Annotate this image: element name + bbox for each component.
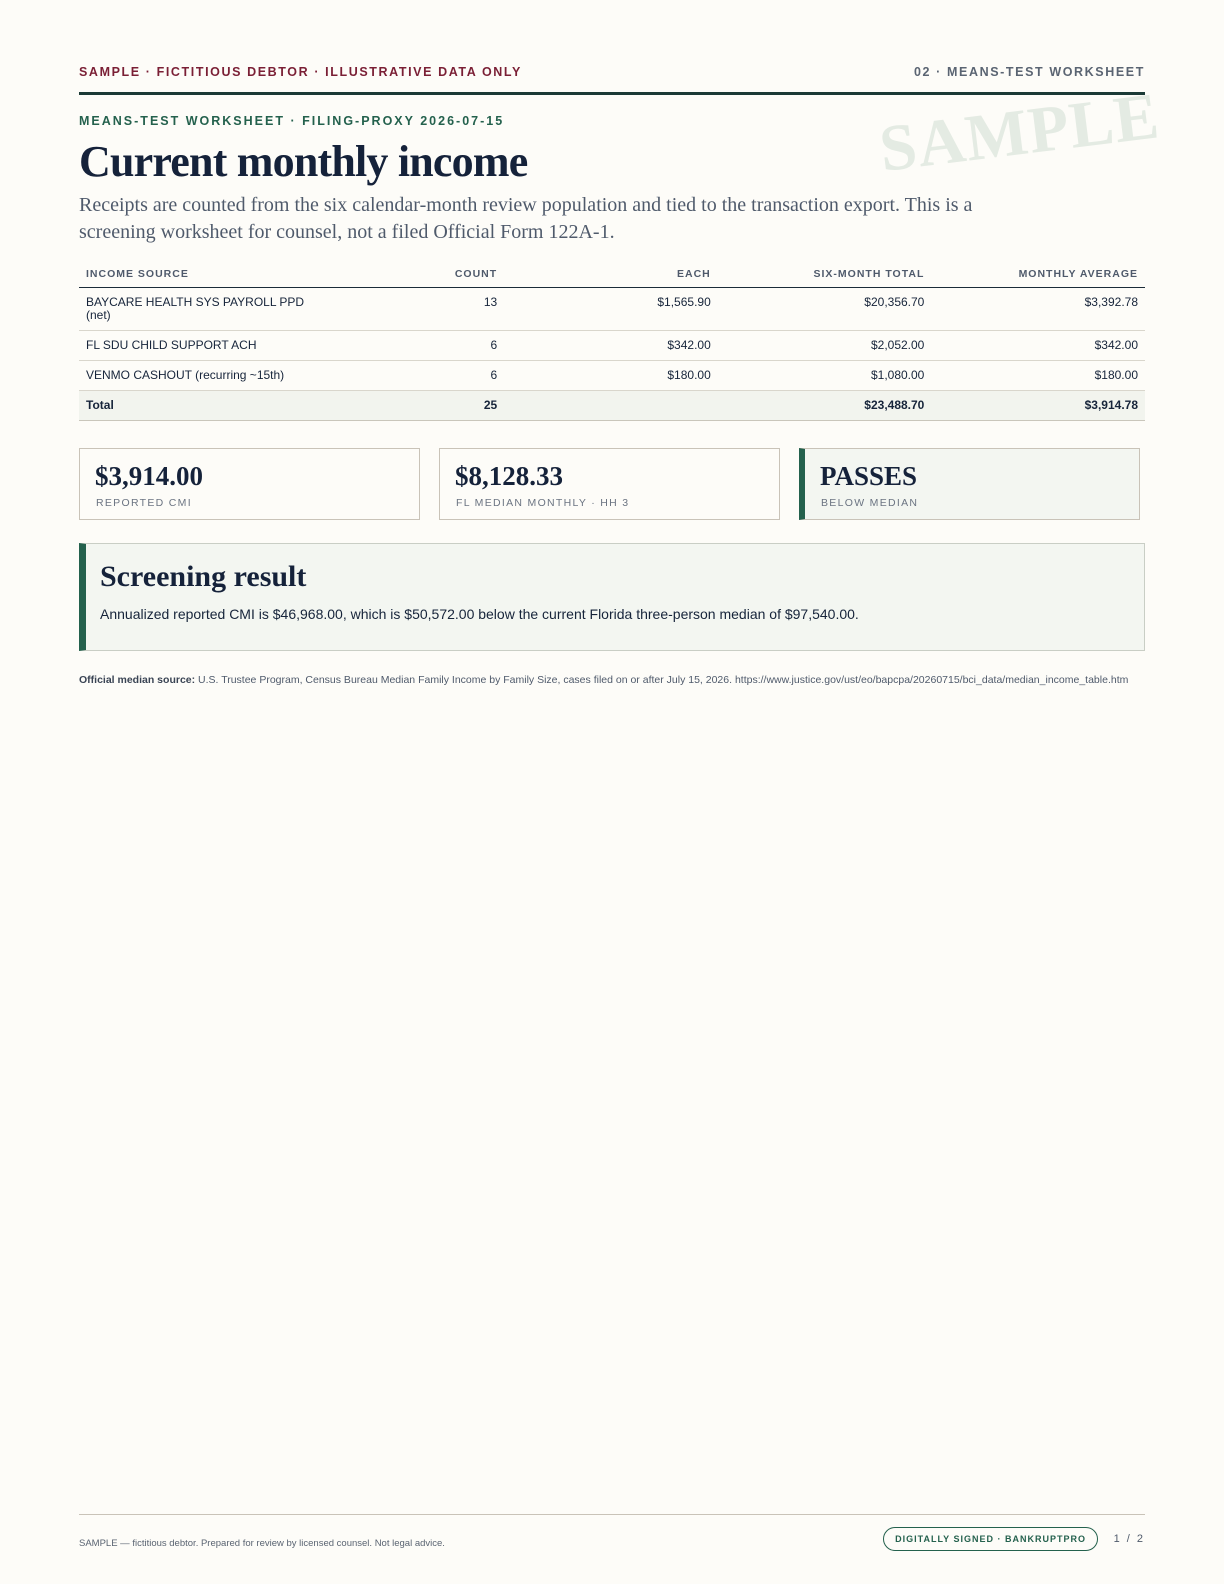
cell-six-month-total: $2,052.00 [718, 331, 932, 361]
median-monthly-label: FL MEDIAN MONTHLY · HH 3 [456, 497, 630, 509]
table-row [79, 288, 1145, 331]
result-status-card [799, 448, 1140, 520]
total-count: 25 [312, 391, 504, 421]
reported-cmi-card [79, 448, 420, 520]
screening-result-text: Annualized reported CMI is $46,968.00, which is $50,572.00 below the current Florida three-person median of $97,540.00. [100, 606, 859, 622]
total-each [504, 391, 718, 421]
col-each: EACH [504, 262, 718, 288]
summary-cards [79, 448, 1145, 524]
cell-count: 13 [312, 288, 504, 331]
worksheet-kicker: MEANS-TEST WORKSHEET · FILING-PROXY 2026-07-15 [79, 114, 505, 128]
signature-badge: DIGITALLY SIGNED · BANKRUPTPRO [883, 1527, 1098, 1551]
col-six-month-total: SIX-MONTH TOTAL [718, 262, 932, 288]
median-source-note [79, 674, 1145, 686]
total-label: Total [79, 391, 312, 421]
median-source-label: Official median source: [79, 674, 196, 686]
worksheet-page [79, 0, 1164, 1584]
page-title: Current monthly income [79, 137, 528, 186]
result-status-value: PASSES [820, 461, 918, 491]
cell-six-month-total: $20,356.70 [718, 288, 932, 331]
cell-monthly-average: $342.00 [931, 331, 1145, 361]
cell-source: FL SDU CHILD SUPPORT ACH [79, 331, 312, 361]
screening-result-heading: Screening result [100, 560, 307, 593]
result-status-label: BELOW MEDIAN [821, 497, 919, 509]
top-bar [79, 64, 1145, 95]
table-total-row [79, 391, 1145, 421]
cell-source: BAYCARE HEALTH SYS PAYROLL PPD (net) [79, 288, 312, 331]
cell-each: $180.00 [504, 361, 718, 391]
screening-result-panel [79, 543, 1145, 651]
table-row [79, 361, 1145, 391]
reported-cmi-value: $3,914.00 [95, 461, 203, 491]
col-income-source: INCOME SOURCE [79, 262, 312, 288]
intro-paragraph: Receipts are counted from the six calendar-month review population and tied to the transaction export. This is a screening worksheet for counsel, not a filed Official Form 122A-1. [79, 194, 973, 243]
median-monthly-card [439, 448, 780, 520]
reported-cmi-label: REPORTED CMI [96, 497, 192, 509]
cell-source: VENMO CASHOUT (recurring ~15th) [79, 361, 312, 391]
cell-count: 6 [312, 361, 504, 391]
cell-six-month-total: $1,080.00 [718, 361, 932, 391]
col-monthly-average: MONTHLY AVERAGE [931, 262, 1145, 288]
median-monthly-value: $8,128.33 [455, 461, 563, 491]
income-table [79, 262, 1145, 421]
table-row [79, 331, 1145, 361]
cell-monthly-average: $180.00 [931, 361, 1145, 391]
col-count: COUNT [312, 262, 504, 288]
section-label: 02 · MEANS-TEST WORKSHEET [914, 65, 1145, 79]
total-six-month-total: $23,488.70 [718, 391, 932, 421]
table-header-row [79, 262, 1145, 288]
cell-each: $342.00 [504, 331, 718, 361]
cell-count: 6 [312, 331, 504, 361]
sample-notice: SAMPLE · FICTITIOUS DEBTOR · ILLUSTRATIVE DATA ONLY [79, 65, 522, 79]
sample-watermark: SAMPLE [875, 79, 1164, 186]
page-number: 1 / 2 [1113, 1533, 1145, 1545]
total-monthly-average: $3,914.78 [931, 391, 1145, 421]
cell-each: $1,565.90 [504, 288, 718, 331]
page-footer [79, 1514, 1145, 1575]
cell-monthly-average: $3,392.78 [931, 288, 1145, 331]
median-source-text: U.S. Trustee Program, Census Bureau Median Family Income by Family Size, cases filed on or after July 15, 2026. https://www.justice.gov/ust/eo/bapcpa/20260715/bci_data/median_income_table.htm [198, 674, 1129, 686]
footer-disclaimer: SAMPLE — fictitious debtor. Prepared for review by licensed counsel. Not legal advice. [79, 1538, 445, 1549]
